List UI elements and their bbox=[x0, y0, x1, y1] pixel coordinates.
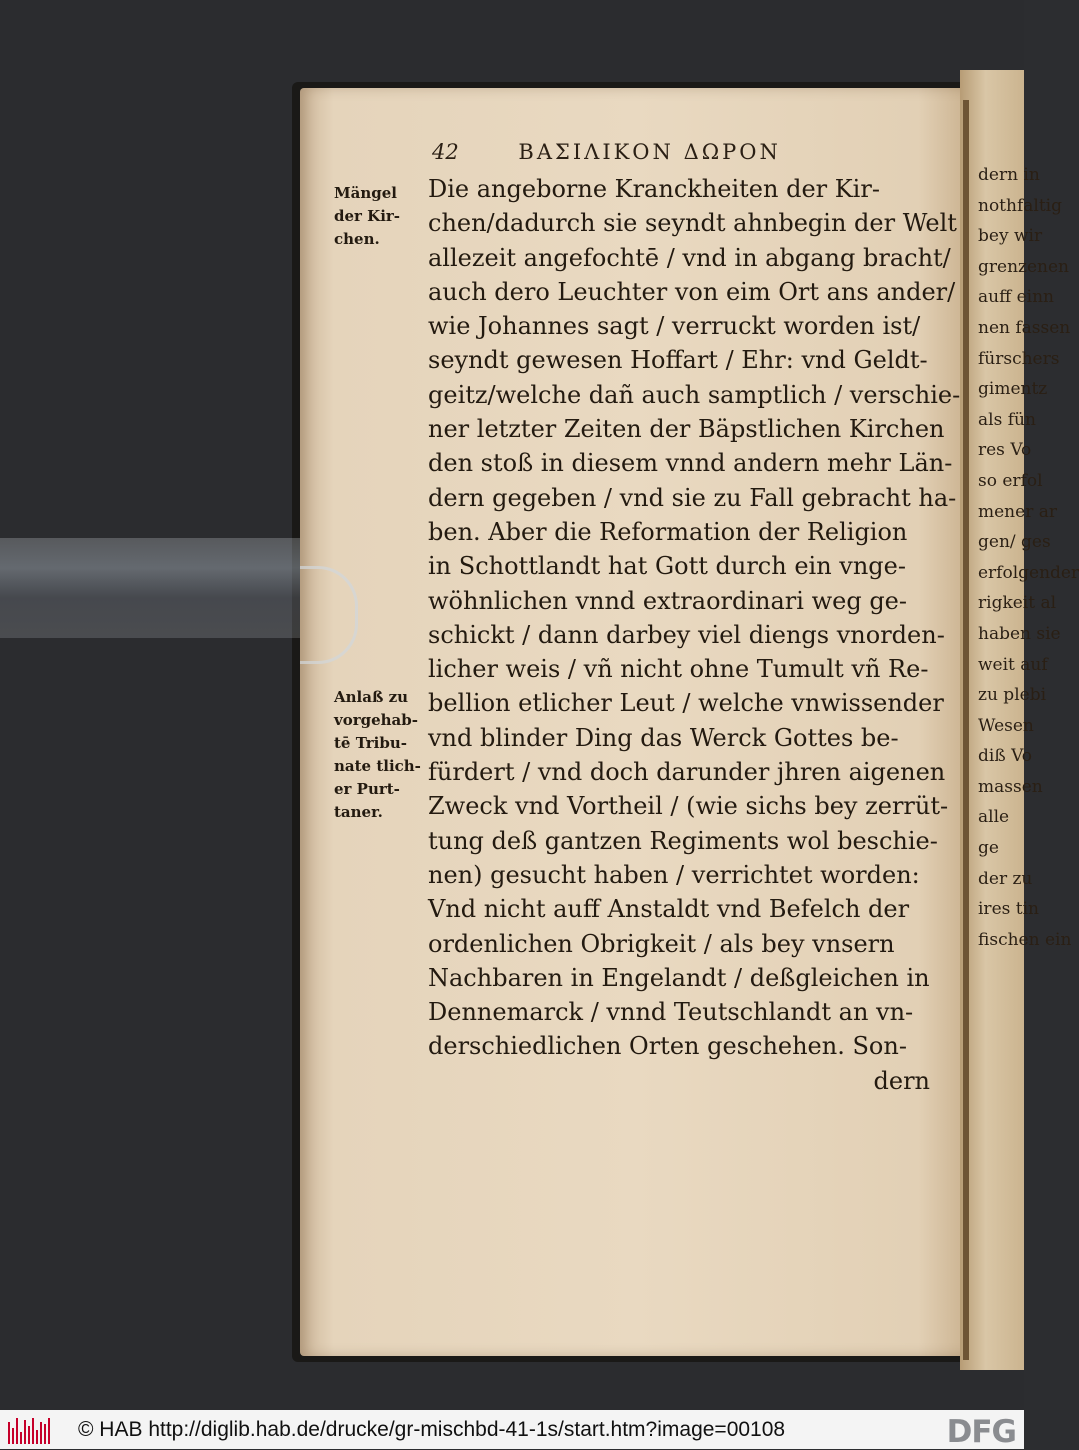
facing-page-line: res Vo bbox=[978, 440, 1032, 461]
facing-page-line: fischen ein bbox=[978, 929, 1072, 950]
facing-page-line: alle bbox=[978, 807, 1010, 828]
margin-note-1 bbox=[334, 182, 426, 251]
facing-page-line: nothfaltig bbox=[978, 195, 1062, 216]
facing-page-line: Wesen bbox=[978, 715, 1034, 736]
text-line: dern gegeben / vnd sie zu Fall gebracht ha- bbox=[428, 483, 957, 512]
facing-page-line: bey wir bbox=[978, 226, 1043, 247]
running-head: ΒΑΣΙΛΙΚΟΝ ΔΩΡΟΝ bbox=[518, 140, 781, 164]
clip-band bbox=[0, 538, 300, 638]
text-line: Nachbaren in Engelandt / deßgleichen in bbox=[428, 963, 930, 992]
text-line: vnd blinder Ding das Werck Gottes be- bbox=[428, 723, 899, 752]
text-line: fürdert / vnd doch darunder jhren aigenen bbox=[428, 758, 946, 787]
margin-note-line: tē Tribu- bbox=[334, 734, 407, 752]
facing-page-line: zu plebi bbox=[978, 685, 1047, 706]
text-line: nen) gesucht haben / verrichtet worden: bbox=[428, 860, 920, 889]
text-line: ordenlichen Obrigkeit / als bey vnsern bbox=[428, 929, 895, 958]
text-line: schickt / dann darbey viel diengs vnorden- bbox=[428, 620, 945, 649]
margin-note-line: Anlaß zu bbox=[334, 688, 409, 706]
margin-note-line: taner. bbox=[334, 803, 383, 821]
text-line: chen/dadurch sie seyndt ahnbegin der Welt bbox=[428, 209, 957, 238]
page-edge bbox=[963, 100, 969, 1360]
text-line: ner letzter Zeiten der Bäpstlichen Kirchen bbox=[428, 415, 945, 444]
text-line: licher weis / vñ nicht ohne Tumult vñ Re- bbox=[428, 655, 929, 684]
facing-page-line: weit auf bbox=[978, 654, 1048, 675]
catchword: dern bbox=[873, 1066, 930, 1095]
text-line: Vnd nicht auff Anstaldt vnd Befelch der bbox=[428, 895, 910, 924]
page-clip bbox=[0, 528, 360, 658]
facing-page-line: nen fassen bbox=[978, 317, 1071, 338]
margin-note-line: Mängel bbox=[334, 184, 397, 202]
facing-page-line: mener ar bbox=[978, 501, 1057, 522]
facing-page-line: dern in bbox=[978, 165, 1040, 185]
facing-page-line: erfolgender bbox=[978, 562, 1079, 583]
facing-page-line: ge bbox=[978, 838, 999, 859]
margin-note-line: chen. bbox=[334, 230, 380, 248]
text-line: bellion etlicher Leut / welche vnwissender bbox=[428, 689, 944, 718]
facing-page-line: haben sie bbox=[978, 623, 1061, 644]
text-line: ben. Aber die Reformation der Religion bbox=[428, 517, 908, 546]
text-line: Die angeborne Kranckheiten der Kir- bbox=[428, 175, 880, 203]
page-number: 42 bbox=[432, 140, 459, 164]
facing-page-line: gimentz bbox=[978, 379, 1048, 400]
facing-page-line: so erfol bbox=[978, 470, 1043, 491]
text-line: in Schottlandt hat Gott durch ein vnge- bbox=[428, 552, 906, 581]
margin-note-line: nate tlich- bbox=[334, 757, 421, 775]
facing-page-line: auff einn bbox=[978, 287, 1054, 308]
footer-bar bbox=[0, 1410, 1024, 1449]
text-line: Zweck vnd Vortheil / (wie sichs bey zerrüt- bbox=[428, 792, 949, 821]
hab-logo-icon bbox=[8, 1416, 54, 1444]
facing-page-line: als fün bbox=[978, 409, 1036, 430]
text-line: den stoß in diesem vnnd andern mehr Län- bbox=[428, 449, 953, 478]
facing-page-line: fürschers bbox=[978, 348, 1060, 369]
facing-page-line: rigkeit al bbox=[978, 593, 1057, 614]
facing-page-line: ires tin bbox=[978, 899, 1039, 920]
text-line: auch dero Leuchter von eim Ort ans ander/ bbox=[428, 277, 956, 306]
margin-note-line: der Kir- bbox=[334, 207, 401, 225]
facing-page-text bbox=[978, 160, 1079, 955]
text-line: wöhnlichen vnnd extraordinari weg ge- bbox=[428, 586, 907, 615]
text-line: wie Johannes sagt / verruckt worden ist/ bbox=[428, 312, 921, 341]
text-line: allezeit angefochtē / vnd in abgang bracht/ bbox=[428, 243, 951, 272]
facing-page-line: grenzenen bbox=[978, 256, 1069, 277]
text-line: tung deß gantzen Regiments wol beschie- bbox=[428, 826, 938, 855]
text-line: geitz/welche dañ auch samptlich / verschie- bbox=[428, 380, 961, 409]
body-text bbox=[428, 172, 961, 1098]
source-credit-link[interactable]: © HAB http://diglib.hab.de/drucke/gr-mischbd-41-1s/start.htm?image=00108 bbox=[78, 1417, 786, 1441]
margin-note-2 bbox=[334, 686, 426, 824]
margin-note-line: er Purt- bbox=[334, 780, 400, 798]
facing-page-line: der zu bbox=[978, 868, 1033, 889]
facing-page-line: gen/ ges bbox=[978, 532, 1051, 553]
dfg-logo: DFG bbox=[946, 1414, 1016, 1450]
margin-note-line: vorgehab- bbox=[334, 711, 418, 729]
text-line: seyndt gewesen Hoffart / Ehr: vnd Geldt- bbox=[428, 346, 928, 375]
facing-page-line: massen bbox=[978, 776, 1043, 797]
running-header bbox=[432, 140, 892, 164]
facing-page-line: diß Vo bbox=[978, 746, 1033, 767]
text-line: Dennemarck / vnnd Teutschlandt an vn- bbox=[428, 998, 914, 1027]
clip-loop bbox=[300, 566, 358, 664]
text-line: derschiedlichen Orten geschehen. Son- bbox=[428, 1032, 907, 1061]
